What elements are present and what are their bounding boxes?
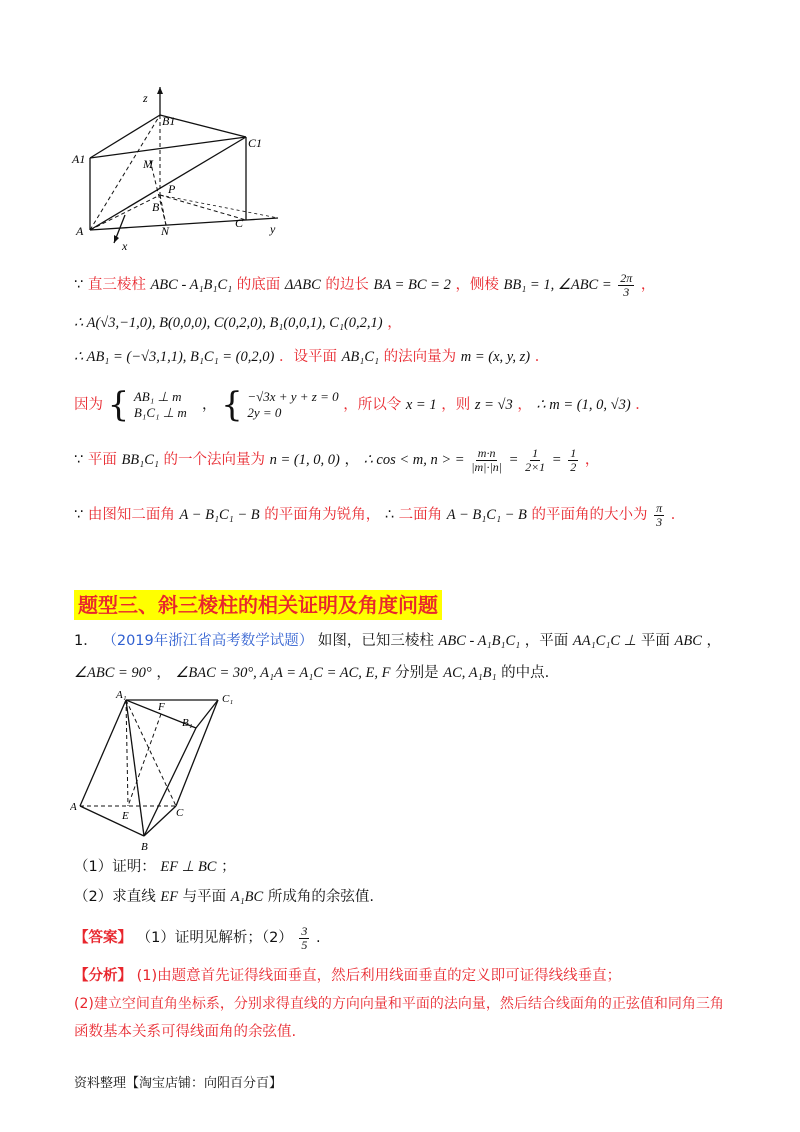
text-acute: 的平面角为锐角， [264,507,381,523]
text-set-plane: ．设平面 [278,349,337,365]
because-mark: ∵ [74,452,84,468]
math-n: n = (1, 0, 0) [269,452,340,468]
math-plane: BB₁C₁ [121,452,159,468]
analysis-line-1 [74,964,621,988]
text-side: 的边长 [325,277,369,293]
brace-left: { [107,385,130,425]
label-c: C [176,807,184,819]
solution-line-4 [74,382,650,428]
label-z: z [143,91,148,105]
solution-line-5 [74,440,599,480]
text-because: 因为 [74,397,103,413]
figure-oblique-prism [70,688,250,853]
math: A₁BC [230,889,264,905]
math: ∠BAC = 30°, A₁A = A₁C = AC, E, F [175,665,391,681]
answer-label: 【答案】 [74,930,132,946]
text-plane: 平面 [87,452,117,468]
label-y: y [270,222,276,236]
answer-text: （1）证明见解析；（2） [136,930,293,946]
math-vectors: ∴ AB₁ = (−√3,1,1), B₁C₁ = (0,2,0) [74,349,275,365]
label-b1: B₁ [182,717,193,729]
section-heading: 题型三、斜三棱柱的相关证明及角度问题 [74,590,442,620]
math: AC, A₁B₁ [443,665,497,681]
punct: ． [635,397,650,413]
fraction-3-5: $\frac{3}{5}$ [301,923,308,952]
math-triangle: ΔABC [284,277,321,293]
punct: ， [640,277,656,293]
solution-line-1 [74,268,655,302]
solution-line-6 [74,496,685,534]
analysis-p1: (1)由题意首先证得线面垂直，然后利用线面垂直的定义即可证得线线垂直； [136,968,622,984]
math-m-result: ∴ m = (1, 0, √3) [536,397,631,413]
text-lateral: ，侧棱 [455,277,499,293]
label-c1: C1 [248,136,263,150]
text: 分别是 [395,665,439,681]
brace-left-2: { [221,385,243,425]
text-prism: 直三棱柱 [87,277,146,293]
math-dihedral: A − B₁C₁ − B [179,507,260,523]
text: 的中点. [501,665,550,681]
punct: . [316,930,321,946]
math: EF [160,889,179,905]
label-a1: A₁ [116,689,127,701]
label-x: x [122,239,128,253]
oblique-prism-svg [70,688,250,853]
text-base: 的底面 [236,277,281,293]
text: ， [706,633,722,649]
system-perpendicular: AB₁ ⊥ m B₁C₁ ⊥ m [133,389,187,420]
label-a1: A1 [72,152,86,166]
label-b: B [152,200,160,214]
math-prism: ABC - A₁B₁C₁ [150,277,233,293]
text-dihedral: 由图知二面角 [87,507,175,523]
punct: ． [670,507,686,523]
text-let: ，所以令 [343,397,402,413]
text-dihedral-2: 二面角 [398,507,443,523]
text: 平面 [640,633,670,649]
analysis-line-2 [74,992,724,1016]
analysis-line-3 [74,1020,296,1044]
punct: ， [517,397,532,413]
math-normal-vector: m = (x, y, z) [460,349,531,365]
text: 如图，已知三棱柱 [317,633,434,649]
equals: = [508,452,519,468]
text: （2）求直线 [74,889,156,905]
equals: = [551,452,562,468]
label-p: P [168,182,176,196]
figure-prism-axes [70,85,290,255]
problem-line-2 [74,660,549,686]
therefore-mark: ∴ [384,507,395,523]
label-n: N [161,224,170,238]
punct: ． [534,349,550,365]
text-normal: 的一个法向量为 [163,452,266,468]
label-f: F [158,701,165,713]
text: ， [156,665,171,681]
math-dihedral-2: A − B₁C₁ − B [446,507,527,523]
solution-line-2 [74,310,402,336]
answer-line [74,920,321,956]
text: ，平面 [524,633,569,649]
label-a: A [70,801,77,813]
fraction-1-2x1: $\frac{1}{2\times 1}$ [525,445,546,474]
math: EF ⊥ BC [160,859,217,875]
system-equations: −√3x + y + z = 0 2y = 0 [247,389,339,420]
prism-diagram-svg [70,85,290,255]
fraction-1-2: $\frac{1}{2}$ [570,445,577,474]
math-plane: AB₁C₁ [341,349,380,365]
math: AA₁C₁C ⊥ [572,633,637,649]
problem-line-1 [74,628,721,654]
fraction-pi-3: $\frac{\pi}{3}$ [656,500,663,529]
label-c: C [235,216,244,230]
math-lateral: BB₁ = 1, ∠ABC = [503,277,612,293]
label-b: B [141,841,148,853]
text: 所成角的余弦值. [267,889,374,905]
math-cos: ∴ cos < m, n > = [363,452,465,468]
punct: ； [221,859,236,875]
analysis-p3: 函数基本关系可得线面角的余弦值. [74,1024,297,1040]
punct: ， [344,452,359,468]
punct: ， [584,452,600,468]
solution-line-3 [74,342,549,372]
problem-source: （2019年浙江省高考数学试题） [102,633,314,649]
analysis-label: 【分析】 [74,968,132,984]
question-2 [74,886,374,908]
text-normal: 的法向量为 [383,349,457,365]
math-sides: BA = BC = 2 [373,277,451,293]
fraction-dot: $\frac{m\cdot n}{|m|\cdot|n|}$ [471,445,503,474]
question-1 [74,856,236,878]
label-e: E [122,810,129,822]
punct: ， [387,315,402,331]
math-z: z = √3 [474,397,513,413]
problem-number: 1． [74,633,98,649]
math-x1: x = 1 [405,397,437,413]
label-c1: C₁ [222,693,234,705]
because-mark: ∵ [74,507,84,523]
math: ABC [674,633,702,649]
text-size: 的平面角的大小为 [531,507,648,523]
math: ABC - A₁B₁C₁ [438,633,521,649]
math: ∠ABC = 90° [74,665,152,681]
because-mark: ∵ [74,277,84,293]
separator: ， [201,397,217,413]
text: 与平面 [182,889,227,905]
analysis-p2: (2)建立空间直角坐标系，分别求得直线的方向向量和平面的法向量，然后结合线面角的正弦值和同角三角 [74,996,724,1012]
label-m: M [143,157,153,171]
label-b1: B1 [162,114,176,128]
fraction-2pi-3: $\frac{2\pi}{3}$ [620,270,633,299]
text-then: ，则 [441,397,471,413]
label-a: A [76,224,84,238]
text: （1）证明： [74,859,156,875]
footer: 资料整理【淘宝店铺：向阳百分百】 [74,1076,283,1091]
math-coordinates: ∴ A(√3,−1,0), B(0,0,0), C(0,2,0), B₁(0,0,1), C₁(0,2,1) [74,315,383,331]
